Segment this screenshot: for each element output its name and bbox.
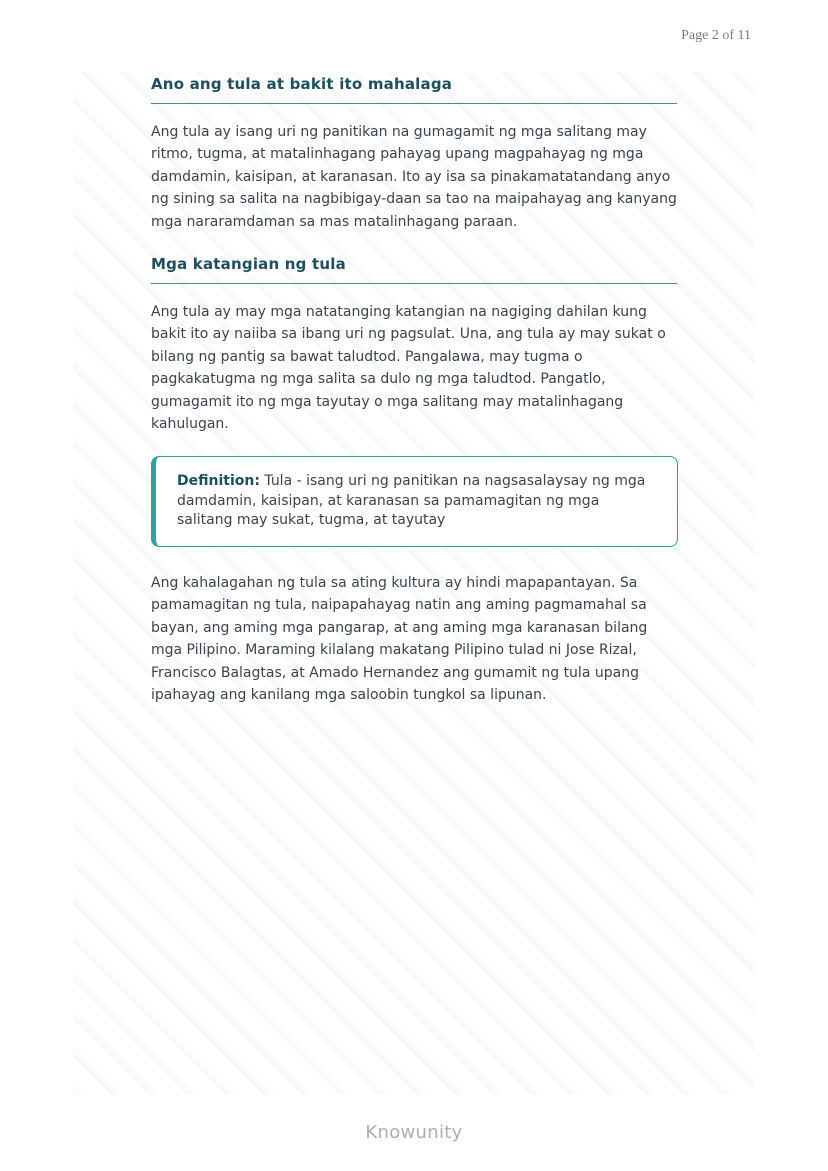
paragraph-kahalagahan: Ang kahalagahan ng tula sa ating kultura ay hindi mapapantayan. Sa pamamagitan ng tula, naipapahayag natin ang aming pagmamahal sa bayan, ang aming mga pangarap, at ang aming mga karanasan bilang mga Pilipino. Maraming kilalang makatang Pilipino tulad ni Jose Rizal, Francisco Balagtas, at Amado Hernandez ang gumamit ng tula upang ipahayag ang kanilang mga saloobin tungkol sa lipunan. (151, 574, 648, 703)
definition-box (151, 456, 678, 547)
section-heading-what-is-tula: Ano ang tula at bakit ito mahalaga (151, 75, 677, 104)
page-indicator: Page 2 of 11 (681, 28, 751, 43)
footer-brand: Knowunity (365, 1122, 463, 1143)
paragraph-what-is-tula: Ang tula ay isang uri ng panitikan na gumagamit ng mga salitang may ritmo, tugma, at matalinhagang pahayag upang magpahayag ng mga damdamin, kaisipan, at karanasan. Ito ay isa sa pinakamatatandang anyo ng sining sa salita na nagbibigay-daan sa tao na maipahayag ang kanyang mga nararamdaman sa mas matalinhagang paraan. (151, 124, 677, 230)
paragraph-katangian: Ang tula ay may mga natatanging katangian na nagiging dahilan kung bakit ito ay naiiba sa ibang uri ng pagsulat. Una, ang tula ay may sukat o bilang ng pantig sa bawat taludtod. Pangalawa, may tugma o pagkakatugma ng mga salita sa dulo ng mga taludtod. Pangatlo, gumagamit ito ng mga tayutay o mga salitang may matalinhagang kahulugan. (151, 304, 666, 433)
definition-text: Tula - isang uri ng panitikan na nagsasalaysay ng mga damdamin, kaisipan, at karanasan sa pamamagitan ng mga salitang may sukat, tugma, at tayutay (177, 473, 646, 529)
document-content-panel (73, 72, 755, 1095)
section-heading-katangian: Mga katangian ng tula (151, 255, 677, 284)
definition-label: Definition: (177, 473, 260, 490)
